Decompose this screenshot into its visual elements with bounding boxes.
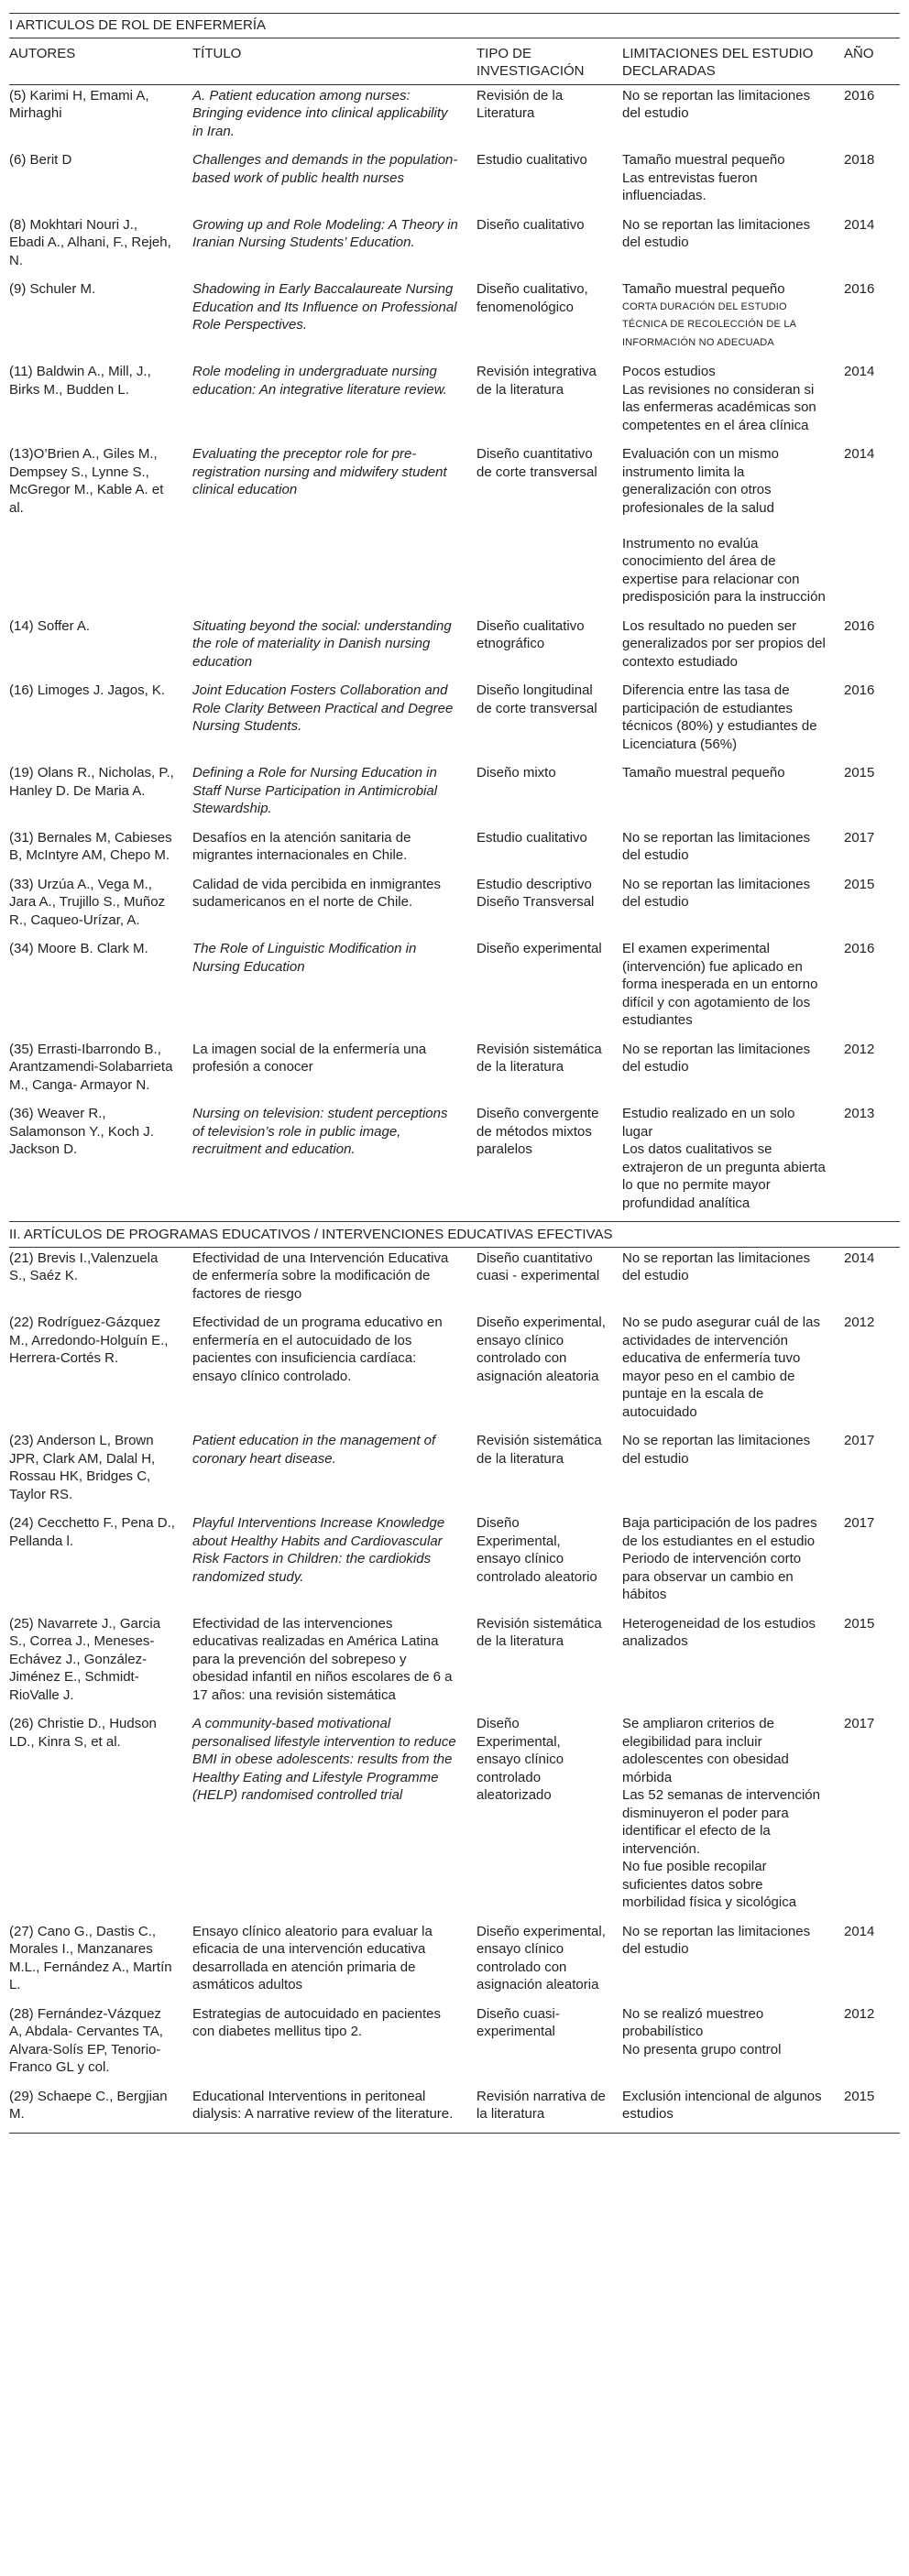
year-cell: 2014: [844, 1250, 875, 1266]
title-cell: Efectividad de las intervenciones educativas realizadas en América Latina para la prevención del sobrepeso y obesidad infantil en niños escolares de 6 a 17 años: una revisión sistemática: [192, 1615, 453, 1703]
limitation-line: No se reportan las limitaciones del estudio: [622, 1041, 811, 1075]
authors-cell: (16) Limoges J. Jagos, K.: [9, 682, 166, 698]
limitations-cell: [614, 1312, 836, 1430]
title-cell: Growing up and Role Modeling: A Theory in Iranian Nursing Students’ Education.: [192, 216, 458, 250]
limitation-line: CORTA DURACIÓN DEL ESTUDIO: [622, 300, 787, 312]
limitation-line: Las 52 semanas de intervención disminuyeron el poder para identificar el efecto de la intervención.: [622, 1787, 820, 1857]
table-row: [9, 149, 900, 214]
year-cell: 2014: [844, 446, 875, 462]
limitation-line: Las revisiones no consideran si las enfermeras académicas son competentes en el área clínica: [622, 381, 816, 433]
type-cell: Revisión sistemática de la literatura: [476, 1433, 602, 1467]
limitation-line: No se reportan las limitaciones del estudio: [622, 829, 811, 863]
table-row: [9, 762, 900, 827]
title-cell: A community-based motivational personalised lifestyle intervention to reduce BMI in obese adolescents: results from the Healthy Eating and Lifestyle Programme (HELP) randomised controlled trial: [192, 1716, 456, 1803]
limitation-line: Tamaño muestral pequeño: [622, 765, 785, 780]
year-cell: 2017: [844, 829, 875, 846]
column-header-limitations: LIMITACIONES DEL ESTUDIO DECLARADAS: [614, 38, 836, 84]
year-cell: 2016: [844, 281, 875, 297]
limitation-line: Periodo de intervención corto para observar un cambio en hábitos: [622, 1551, 802, 1602]
limitation-line: Pocos estudios: [622, 364, 716, 379]
authors-cell: (9) Schuler M.: [9, 281, 96, 297]
title-cell: Challenges and demands in the population-based work of public health nurses: [192, 152, 458, 186]
title-cell: La imagen social de la enfermería una profesión a conocer: [192, 1041, 427, 1075]
limitation-line: Evaluación con un mismo instrumento limita la generalización con otros profesionales de la salud: [622, 446, 779, 516]
limitations-cell: [614, 680, 836, 762]
year-cell: 2013: [844, 1106, 875, 1121]
authors-cell: (22) Rodríguez-Gázquez M., Arredondo-Holguín E., Herrera-Cortés R.: [9, 1315, 169, 1366]
limitations-cell: [614, 1613, 836, 1714]
authors-cell: (6) Berit D: [9, 152, 72, 168]
type-cell: Estudio descriptivo Diseño Transversal: [476, 876, 595, 910]
type-cell: Diseño cualitativo etnográfico: [476, 617, 585, 651]
authors-cell: (31) Bernales M, Cabieses B, McIntyre AM, Chepo M.: [9, 829, 172, 863]
type-cell: Diseño experimental, ensayo clínico controlado con asignación aleatoria: [476, 1923, 606, 1992]
limitations-cell: [614, 443, 836, 616]
limitation-line: Tamaño muestral pequeño: [622, 281, 785, 297]
authors-cell: (26) Christie D., Hudson LD., Kinra S, et al.: [9, 1716, 157, 1750]
authors-cell: (5) Karimi H, Emami A, Mirhaghi: [9, 87, 149, 121]
table-row: [9, 361, 900, 443]
limitation-line: No se reportan las limitaciones del estudio: [622, 87, 811, 121]
limitations-cell: [614, 874, 836, 939]
limitations-cell: [614, 2086, 836, 2134]
limitation-line: No se reportan las limitaciones del estudio: [622, 1923, 811, 1957]
limitation-line: No se reportan las limitaciones del estudio: [622, 1250, 811, 1283]
table-row: [9, 2086, 900, 2134]
title-cell: Efectividad de un programa educativo en enfermería en el autocuidado de los pacientes con insuficiencia cardíaca: ensayo clínico controlado.: [192, 1315, 443, 1384]
type-cell: Diseño Experimental, ensayo clínico controlado aleatorio: [476, 1515, 597, 1585]
authors-cell: (13)O’Brien A., Giles M., Dempsey S., Lynne S., McGregor M., Kable A. et al.: [9, 446, 164, 516]
authors-cell: (14) Soffer A.: [9, 617, 91, 634]
limitation-line: No se reportan las limitaciones del estudio: [622, 1433, 811, 1467]
title-cell: Role modeling in undergraduate nursing education: An integrative literature review.: [192, 364, 447, 398]
year-cell: 2016: [844, 87, 875, 104]
type-cell: Diseño mixto: [476, 765, 556, 780]
column-header-row: [9, 38, 900, 84]
type-cell: Diseño cuantitativo de corte transversal: [476, 446, 597, 480]
table-row: [9, 1713, 900, 1921]
authors-cell: (23) Anderson L, Brown JPR, Clark AM, Dalal H, Rossau HK, Bridges C, Taylor RS.: [9, 1433, 156, 1502]
table-body: [9, 14, 900, 2134]
authors-cell: (34) Moore B. Clark M.: [9, 941, 148, 956]
limitation-line: Los resultado no pueden ser generalizados por ser propios del contexto estudiado: [622, 617, 826, 670]
authors-cell: (24) Cecchetto F., Pena D., Pellanda l.: [9, 1515, 175, 1549]
type-cell: Estudio cualitativo: [476, 829, 587, 846]
table-row: [9, 1103, 900, 1222]
limitation-line: El examen experimental (intervención) fue aplicado en forma inesperada en un entorno difícil y con agotamiento de los estudiantes: [622, 941, 818, 1028]
authors-cell: (25) Navarrete J., Garcia S., Correa J., Meneses-Echávez J., González-Jiménez E., Schmidt-RioValle J.: [9, 1615, 161, 1703]
type-cell: Diseño experimental, ensayo clínico controlado con asignación aleatoria: [476, 1315, 606, 1384]
column-header-year: AÑO: [836, 38, 900, 84]
column-header-title: TÍTULO: [184, 38, 468, 84]
year-cell: 2014: [844, 1923, 875, 1939]
year-cell: 2014: [844, 216, 875, 233]
table-row: [9, 84, 900, 149]
type-cell: Diseño longitudinal de corte transversal: [476, 682, 597, 716]
title-cell: Nursing on television: student perceptions of television’s role in public image, recruitment and education.: [192, 1106, 448, 1157]
year-cell: 2012: [844, 1315, 875, 1330]
table-row: [9, 938, 900, 1039]
limitation-line: No presenta grupo control: [622, 2041, 782, 2058]
title-cell: Educational Interventions in peritoneal dialysis: A narrative review of the literature.: [184, 2086, 468, 2134]
year-cell: 2015: [844, 876, 875, 892]
limitation-line: Baja participación de los padres de los estudiantes en el estudio: [622, 1515, 817, 1549]
limitations-cell: [614, 827, 836, 874]
authors-cell: (35) Errasti-Ibarrondo B., Arantzamendi-Solabarrieta M., Canga- Armayor N.: [9, 1041, 173, 1093]
limitation-line: Exclusión intencional de algunos estudios: [622, 2088, 822, 2122]
limitation-line: No se reportan las limitaciones del estudio: [622, 876, 811, 910]
title-cell: Estrategias de autocuidado en pacientes con diabetes mellitus tipo 2.: [192, 2005, 442, 2039]
table-row: [9, 1613, 900, 1714]
limitations-cell: [614, 1103, 836, 1222]
type-cell: Revisión integrativa de la literatura: [476, 364, 597, 398]
limitation-line: Las entrevistas fueron influenciadas.: [622, 169, 758, 203]
limitations-cell: [614, 1247, 836, 1312]
type-cell: Revisión sistemática de la literatura: [476, 1041, 602, 1075]
title-cell: Calidad de vida percibida en inmigrantes sudamericanos en el norte de Chile.: [192, 876, 441, 910]
year-cell: 2015: [836, 2086, 900, 2134]
limitations-cell: [614, 1921, 836, 2003]
year-cell: 2017: [844, 1515, 875, 1531]
year-cell: 2015: [844, 765, 875, 780]
title-cell: Desafíos en la atención sanitaria de migrantes internacionales en Chile.: [192, 829, 411, 863]
authors-cell: (33) Urzúa A., Vega M., Jara A., Trujillo S., Muñoz R., Caqueo-Urízar, A.: [9, 876, 166, 928]
limitation-line: Diferencia entre las tasa de participación de estudiantes técnicos (80%) y estudiantes de Licenciatura (56%): [622, 682, 817, 752]
table-row: [9, 443, 900, 616]
title-cell: Joint Education Fosters Collaboration and Role Clarity Between Practical and Degree Nursing Students.: [192, 682, 454, 734]
year-cell: 2016: [844, 617, 875, 634]
title-cell: The Role of Linguistic Modification in Nursing Education: [192, 941, 417, 975]
section-title: I ARTICULOS DE ROL DE ENFERMERÍA: [9, 14, 900, 38]
table-row: [9, 1512, 900, 1613]
table-row: [9, 874, 900, 939]
limitation-spacer: [622, 517, 827, 535]
table-row: [9, 616, 900, 681]
authors-cell: (27) Cano G., Dastis C., Morales I., Manzanares M.L., Fernández A., Martín L.: [9, 1923, 172, 1992]
limitation-line: No se realizó muestreo probabilístico: [622, 2005, 764, 2039]
authors-cell: (36) Weaver R., Salamonson Y., Koch J. Jackson D.: [9, 1106, 154, 1157]
limitations-cell: [614, 762, 836, 827]
authors-cell: (29) Schaepe C., Bergjian M.: [9, 2086, 184, 2134]
year-cell: 2018: [844, 152, 875, 168]
limitations-cell: [614, 149, 836, 214]
table-row: [9, 827, 900, 874]
type-cell: Diseño cuantitativo cuasi - experimental: [476, 1250, 600, 1283]
type-cell: Diseño Experimental, ensayo clínico controlado aleatorizado: [476, 1716, 564, 1803]
limitation-line: TÉCNICA DE RECOLECCIÓN DE LA INFORMACIÓN NO ADECUADA: [622, 319, 796, 348]
limitation-line: No se reportan las limitaciones del estudio: [622, 216, 811, 250]
limitations-cell: [614, 84, 836, 149]
type-cell: Diseño cualitativo, fenomenológico: [476, 281, 588, 315]
type-cell: Revisión de la Literatura: [476, 87, 564, 121]
limitation-line: Se ampliaron criterios de elegibilidad para incluir adolescentes con obesidad mórbida: [622, 1716, 789, 1785]
limitation-line: Los datos cualitativos se extrajeron de un pregunta abierta lo que no permite mayor profundidad analítica: [622, 1141, 826, 1211]
limitations-cell: [614, 1512, 836, 1613]
limitations-cell: [614, 1430, 836, 1512]
section-header-row: [9, 14, 900, 38]
authors-cell: (19) Olans R., Nicholas, P., Hanley D. De Maria A.: [9, 765, 174, 799]
title-cell: Playful Interventions Increase Knowledge about Healthy Habits and Cardiovascular Risk Factors in Children: the cardiokids randomized study.: [192, 1515, 445, 1585]
year-cell: 2017: [844, 1433, 875, 1448]
limitations-cell: [614, 938, 836, 1039]
type-cell: Diseño experimental: [476, 941, 602, 956]
limitation-line: No fue posible recopilar suficientes datos sobre morbilidad física y sicológica: [622, 1859, 797, 1910]
title-cell: Ensayo clínico aleatorio para evaluar la eficacia de una intervención educativa desarrollada en atención primaria de asmáticos adultos: [192, 1923, 433, 1992]
year-cell: 2015: [844, 1615, 875, 1632]
title-cell: Defining a Role for Nursing Education in Staff Nurse Participation in Antimicrobial Stewardship.: [192, 765, 438, 816]
year-cell: 2016: [844, 682, 875, 698]
authors-cell: (8) Mokhtari Nouri J., Ebadi A., Alhani, F., Rejeh, N.: [9, 216, 171, 268]
table-row: [9, 1430, 900, 1512]
table-row: [9, 278, 900, 361]
title-cell: Shadowing in Early Baccalaureate Nursing Education and Its Influence on Professional Role Perspectives.: [192, 281, 457, 333]
limitations-cell: [614, 616, 836, 681]
table-row: [9, 680, 900, 762]
table-row: [9, 1921, 900, 2003]
year-cell: 2014: [844, 364, 875, 379]
limitation-line: Estudio realizado en un solo lugar: [622, 1106, 795, 1140]
title-cell: A. Patient education among nurses: Bringing evidence into clinical applicability in Iran.: [192, 87, 448, 139]
table-row: [9, 2003, 900, 2086]
table-row: [9, 1247, 900, 1312]
year-cell: 2016: [844, 941, 875, 956]
authors-cell: (28) Fernández-Vázquez A, Abdala- Cervantes TA, Alvara-Solís EP, Tenorio-Franco GL y col.: [9, 2005, 163, 2075]
column-header-authors: AUTORES: [9, 38, 184, 84]
year-cell: 2012: [844, 2005, 875, 2022]
type-cell: Revisión sistemática de la literatura: [476, 1615, 602, 1649]
section-title: II. ARTÍCULOS DE PROGRAMAS EDUCATIVOS / INTERVENCIONES EDUCATIVAS EFECTIVAS: [9, 1222, 900, 1248]
title-cell: Patient education in the management of coronary heart disease.: [192, 1433, 436, 1467]
type-cell: Diseño cualitativo: [476, 216, 585, 233]
limitation-line: Instrumento no evalúa conocimiento del área de expertise para relacionar con predisposición para la instrucción: [622, 535, 826, 605]
year-cell: 2012: [844, 1041, 875, 1057]
limitations-cell: [614, 278, 836, 361]
limitations-cell: [614, 214, 836, 279]
table-row: [9, 1039, 900, 1104]
articles-table: [9, 13, 900, 2134]
column-header-type: TIPO DE INVESTIGACIÓN: [468, 38, 614, 84]
limitation-line: Tamaño muestral pequeño: [622, 152, 785, 168]
authors-cell: (11) Baldwin A., Mill, J., Birks M., Budden L.: [9, 364, 151, 398]
title-cell: Evaluating the preceptor role for pre-registration nursing and midwifery student clinical education: [192, 446, 447, 497]
table-row: [9, 1312, 900, 1430]
authors-cell: (21) Brevis I.,Valenzuela S., Saéz K.: [9, 1250, 159, 1283]
title-cell: Situating beyond the social: understanding the role of materiality in Danish nursing education: [192, 617, 452, 670]
limitations-cell: [614, 2003, 836, 2086]
limitations-cell: [614, 361, 836, 443]
limitations-cell: [614, 1039, 836, 1104]
type-cell: Estudio cualitativo: [476, 152, 587, 168]
limitations-cell: [614, 1713, 836, 1921]
type-cell: Revisión narrativa de la literatura: [468, 2086, 614, 2134]
table-row: [9, 214, 900, 279]
year-cell: 2017: [844, 1716, 875, 1731]
limitation-line: No se pudo asegurar cuál de las actividades de intervención educativa de enfermería tuvo mayor peso en el cambio de puntaje en la escala de autocuidado: [622, 1315, 820, 1420]
type-cell: Diseño cuasi-experimental: [476, 2005, 560, 2039]
type-cell: Diseño convergente de métodos mixtos paralelos: [476, 1106, 599, 1157]
section-header-row: [9, 1222, 900, 1248]
limitation-line: Heterogeneidad de los estudios analizados: [622, 1615, 816, 1649]
title-cell: Efectividad de una Intervención Educativa de enfermería sobre la modificación de factores de riesgo: [192, 1250, 449, 1302]
